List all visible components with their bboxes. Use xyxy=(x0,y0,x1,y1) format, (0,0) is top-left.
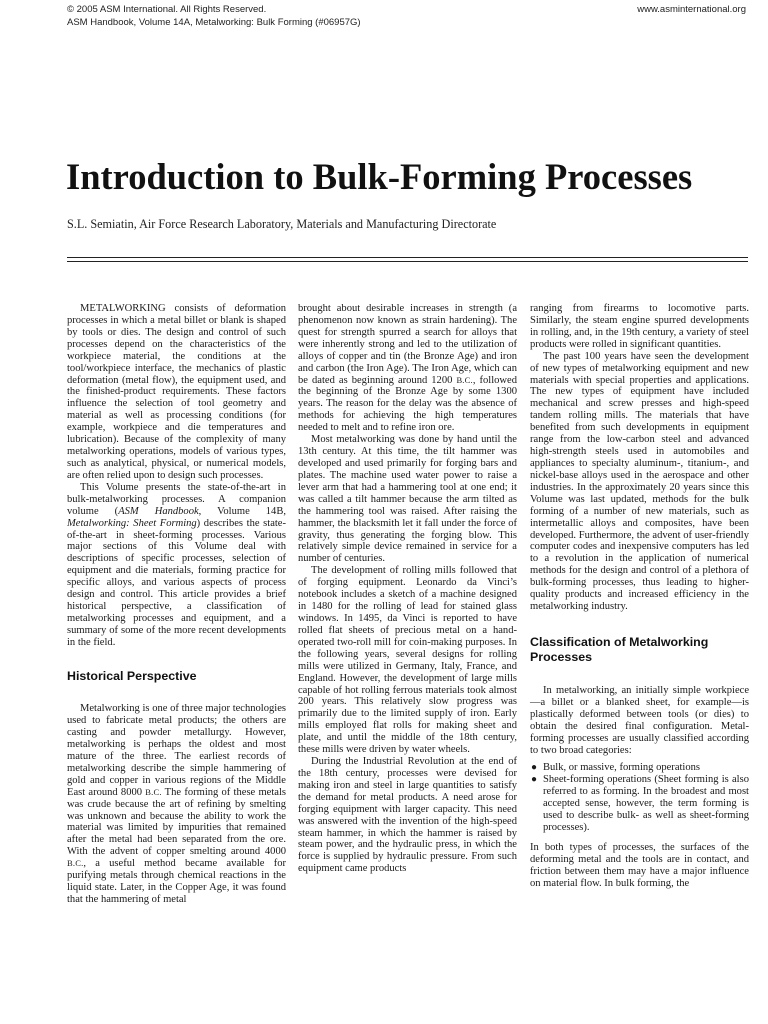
column-2 xyxy=(298,303,517,875)
list-item: ● Bulk, or massive, forming operations xyxy=(531,761,701,773)
historical-paragraph-4: During the Industrial Revolution at the end of the 18th century, processes were devised for making iron and steel in large quantities to satisfy the demand for metal products. A need arose for forging equipment with larger capacity. This need was answered with the invention of the high-speed steam hammer, in which the hammer is raised by steam power, and the hydraulic press, in which the force is supplied by hydraulic pressure. From such equipment came products xyxy=(298,756,517,875)
classification-paragraph-1: In metalworking, an initially simple workpiece—a billet or a blanked sheet, for example—is plastically deformed between tools (or dies) to obtain the desired final configuration. Metal-forming processes are usually classified according to two broad categories: xyxy=(530,684,749,756)
reference-volume-title: Metalworking: Sheet Forming xyxy=(67,517,197,529)
historical-paragraph-1-cont: brought about desirable increases in strength (a phenomenon now known as strain hardening). The quest for strength spurred a search for alloys that were inherently strong and led to the utilization of alloys of copper and tin (the Bronze Age) and iron and carbon (the Iron Age). The Iron Age, which can be dated as beginning around 1200 B.C., followed the beginning of the Bronze Age by some 1300 years. The reason for the delay was the absence of methods for achieving the high temperatures needed to melt and to refine iron ore. xyxy=(298,303,518,434)
section-heading-classification: Classification of Metalworking Processes xyxy=(530,634,709,665)
list-item: ● Sheet-forming operations (Sheet forming is also referred to as forming. In the broadest and most accepted sense, however, the term forming is used to describe bulk- as well as sheet-forming processes). xyxy=(531,774,749,834)
title-rule-bottom xyxy=(67,261,748,262)
section-heading-historical: Historical Perspective xyxy=(67,668,197,683)
classification-paragraph-2: In both types of processes, the surfaces of the deforming metal and the tools are in contact, and friction between them may have a major influence on material flow. In bulk forming, the xyxy=(530,842,749,889)
reference-title: ASM Handbook xyxy=(118,505,199,517)
website-link[interactable]: www.asminternational.org xyxy=(637,4,746,15)
copyright-line: © 2005 ASM International. All Rights Reserved. xyxy=(67,4,267,15)
category-list xyxy=(530,762,749,835)
title-rule-top xyxy=(67,257,748,258)
bullet-icon: ● xyxy=(531,774,538,786)
column-3 xyxy=(530,303,749,890)
historical-paragraph-4-cont: ranging from firearms to locomotive parts. Similarly, the steam engine spurred developments in rolling, and, in the 19th century, a variety of steel products were rolled in significant quantities. xyxy=(530,303,749,350)
running-header xyxy=(67,4,361,29)
intro-paragraph-2: This Volume presents the state-of-the-art in bulk-metalworking processes. A companion volume (ASM Handbook, Volume 14B, Metalworking: Sheet Forming) describes the state-of-the-art in sheet-forming processes. Various major sections of this Volume deal with descriptions of specific processes, selection of equipment and die materials, forming practice for specific alloys, and various aspects of process design and control. This article provides a brief historical perspective, a classification of metalworking processes and equipment, and a summary of some of the more recent developments in the field. xyxy=(67,481,286,648)
historical-paragraph-3: The development of rolling mills followed that of forging equipment. Leonardo da Vinci’s notebook includes a sketch of a machine designed in 1480 for the rolling of lead for stained glass windows. In 1495, da Vinci is reported to have rolled flat sheets of precious metal on a hand-operated two-roll mill for coin-making purposes. In the following years, several designs for rolling mills were utilized in Germany, Italy, France, and England. However, the development of large mills capable of hot rolling ferrous materials took almost 200 years. This relatively slow progress was primarily due to the limited supply of iron. Early mills employed flat rolls for making sheet and plate, and until the middle of the 18th century, these mills were driven by water wheels. xyxy=(298,565,517,756)
column-1 xyxy=(67,303,286,906)
historical-paragraph-1: Metalworking is one of three major technologies used to fabricate metal products; the others are casting and powder metallurgy. However, metalworking is perhaps the oldest and most mature of the three. The earliest records of metalworking describe the simple hammering of gold and copper in various regions of the Middle East around 8000 B.C. The forming of these metals was crude because the art of refining by smelting was unknown and because the ability to work the material was limited by impurities that remained after the metal had been separated from the ore. With the advent of copper smelting around 4000 B.C., a useful method became available for purifying metals through chemical reactions in the liquid state. Later, in the Copper Age, it was found that the hammering of metal xyxy=(67,703,286,905)
article-title: Introduction to Bulk-Forming Processes xyxy=(66,156,693,197)
historical-paragraph-5: The past 100 years have seen the development of new types of metalworking equipment and new materials with special properties and applications. The new types of equipment have included mechanical and screw presses and high-speed tandem rolling mills. The materials that have benefited from such developments in equipment range from the low-carbon steel and advanced high-strength steels used in automobiles and appliances to specialty aluminum-, titanium-, and nickel-base alloys used in the aerospace and other industries. In the approximately 20 years since this Volume was last updated, methods for the bulk forming of a number of new materials, such as intermetallic alloys and composites, have been developed. Furthermore, the advent of user-friendly computer codes and inexpensive computers has led to a revolution in the application of numerical methods for the design and control of a plethora of bulk-forming processes, thus leading to higher-quality products and increased efficiency in the metalworking industry. xyxy=(530,350,749,613)
intro-paragraph-1: METALWORKING consists of deformation processes in which a metal billet or blank is shaped by tools or dies. The design and control of such processes depend on the characteristics of the workpiece material, the conditions at the tool/workpiece interface, the mechanics of plastic deformation (metal flow), the equipment used, and the finished-product requirements. These factors influence the selection of tool geometry and material as well as processing conditions (for example, workpiece and die temperatures and lubrication). Because of the complexity of many metalworking operations, models of various types, such as analytical, physical, or numerical models, are often relied upon to design such processes. xyxy=(67,303,286,481)
handbook-line: ASM Handbook, Volume 14A, Metalworking: Bulk Forming (#06957G) xyxy=(67,16,361,28)
historical-paragraph-2: Most metalworking was done by hand until the 13th century. At this time, the tilt hammer was developed and used primarily for forging bars and plates. The machine used water power to raise a lever arm that had a hammering tool at one end; it was called a tilt hammer because the arm tilted as the hammering tool was raised. After raising the hammer, the blacksmith let it fall under the force of gravity, thus generating the forging blow. This relatively simple device remained in service for a number of centuries. xyxy=(298,434,517,565)
author-line: S.L. Semiatin, Air Force Research Laboratory, Materials and Manufacturing Directorate xyxy=(67,217,497,231)
bullet-icon: ● xyxy=(531,761,538,773)
